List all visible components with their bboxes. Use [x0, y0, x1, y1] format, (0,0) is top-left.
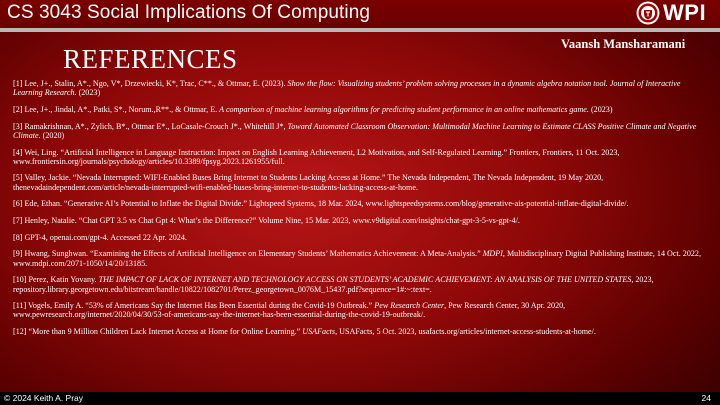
reference-item	[13, 233, 708, 242]
reference-title: THE IMPACT OF LACK OF INTERNET AND TECHNOLOGY ACCESS ON STUDENTS’ ACADEMIC ACHIEVEMENT: AN ANALYSIS OF THE UNITED STATES	[98, 275, 632, 285]
reference-text: [10] Perez, Katin Yovany.	[13, 275, 99, 285]
reference-item	[13, 122, 708, 140]
reference-item	[13, 199, 708, 208]
reference-item	[13, 105, 708, 114]
reference-text: , Pew Research Center, 30 Apr. 2020, www.pewresearch.org/internet/2020/04/30/53-of-americans-say-the-internet-has-been-essential-during-the-covid-19-outbreak/.	[13, 301, 566, 320]
reference-text: , USAFacts, 5 Oct. 2023, usafacts.org/articles/internet-access-students-at-home/.	[335, 327, 596, 337]
reference-text: [9] Hwang, Sunghwan. “Examining the Effects of Artificial Intelligence on Elementary Students’ Mathematics Achievement: A Meta-Analysis.”	[13, 249, 483, 259]
reference-text: (2023)	[588, 104, 613, 114]
reference-item	[13, 249, 708, 267]
reference-text: [12] “More than 9 Million Children Lack Internet Access at Home for Online Learning.”	[13, 327, 303, 337]
reference-item	[13, 148, 708, 166]
reference-text: [11] Vogels, Emily A. “53% of Americans Say the Internet Has Been Essential during the Covid-19 Outbreak.”	[13, 301, 375, 311]
page-number: 24	[701, 393, 711, 403]
references-list	[13, 79, 708, 344]
author-name: Vaansh Mansharamani	[561, 37, 686, 51]
reference-title: MDPI	[482, 249, 503, 259]
reference-item	[13, 79, 708, 97]
reference-text: , 2023, repository.library.georgetown.edu/bitstream/handle/10822/1082701/Perez_georgetown_0076M_15437.pdf?sequence=1#:~:text=.	[13, 275, 654, 294]
reference-text: [7] Henley, Natalie. “Chat GPT 3.5 vs Chat Gpt 4: What’s the Difference?” Volume Nine, 15 Mar. 2023, www.v9digital.com/insights/chat-gpt-3-5-vs-gpt-4/.	[13, 216, 520, 226]
reference-text: (2023)	[76, 88, 101, 98]
page-title: REFERENCES	[63, 44, 238, 74]
reference-text: [3] Ramakrishnan, A*., Zylich, B*., Ottmar E*., LoCasale-Crouch J*., Whitehill J*,	[13, 121, 288, 131]
reference-text: [8] GPT-4, openai.com/gpt-4. Accessed 22 Apr. 2024.	[13, 232, 187, 242]
reference-title: Show the flow: Visualizing students’ problem solving processes in a dynamic algebra notation tool. Journal of Interactive Learning Research.	[13, 79, 681, 98]
reference-item	[13, 301, 708, 319]
copyright: © 2024 Keith A. Pray	[4, 393, 84, 403]
reference-text: [6] Ede, Ethan. “Generative AI’s Potential to Inflate the Digital Divide.” Lightspeed Systems, 18 Mar. 2024, www.lightspeedsystems.com/blog/generative-ais-potential-inflate-digital-divide/.	[13, 199, 629, 209]
course-title: CS 3043 Social Implications Of Computing	[7, 2, 371, 23]
reference-text: [2] Lee, J+., Jindal, A*., Patki, S*., Norum.,R**., & Ottmar, E.	[13, 104, 220, 114]
reference-item	[13, 173, 708, 191]
reference-text: [5] Valley, Jackie. “Nevada Interrupted: WIFI-Enabled Buses Bring Internet to Students Lacking Access at Home.” The Nevada Independent, The Nevada Independent, 19 May 2020, thenevadaindependent.com/article/nevada-interrupted-wifi-enabled-buses-bring-internet-to-students-lacking-access-at-home.	[13, 173, 604, 192]
reference-text: (2020)	[40, 130, 65, 140]
reference-item	[13, 275, 708, 293]
header-bar	[0, 0, 720, 28]
reference-text: [1] Lee, J+., Stalin, A*., Ngo, V*, Drzewiecki, K*, Trac, C**., & Ottmar, E. (2023).	[13, 79, 288, 88]
footer-bar	[0, 392, 720, 405]
wpi-seal-icon	[636, 1, 660, 25]
reference-title: USAFacts	[302, 327, 336, 337]
wpi-logo	[636, 1, 706, 25]
reference-item	[13, 216, 708, 225]
reference-item	[13, 327, 708, 336]
reference-text: [4] Wei, Ling. “Artificial Intelligence in Language Instruction: Impact on English Learning Achievement, L2 Motivation, and Self-Regulated Learning.” Frontiers, Frontiers, 11 Oct. 2023, www.frontiersin.org/journals/psychology/articles/10.3389/fpsyg.2023.1261955/full.	[13, 147, 620, 166]
reference-title: Toward Automated Classroom Observation: Multimodal Machine Learning to Estimate CLASS Positive Climate and Negative Climate.	[13, 121, 697, 140]
reference-title: A comparison of machine learning algorithms for predicting student performance in an online mathematics game.	[219, 104, 589, 114]
reference-title: Pew Research Center	[374, 301, 445, 311]
reference-text: , Multidisciplinary Digital Publishing Institute, 14 Oct. 2022, www.mdpi.com/2071-1050/14/20/13185.	[13, 249, 701, 268]
wpi-logo-text: WPI	[663, 0, 707, 25]
header-divider	[0, 28, 720, 32]
